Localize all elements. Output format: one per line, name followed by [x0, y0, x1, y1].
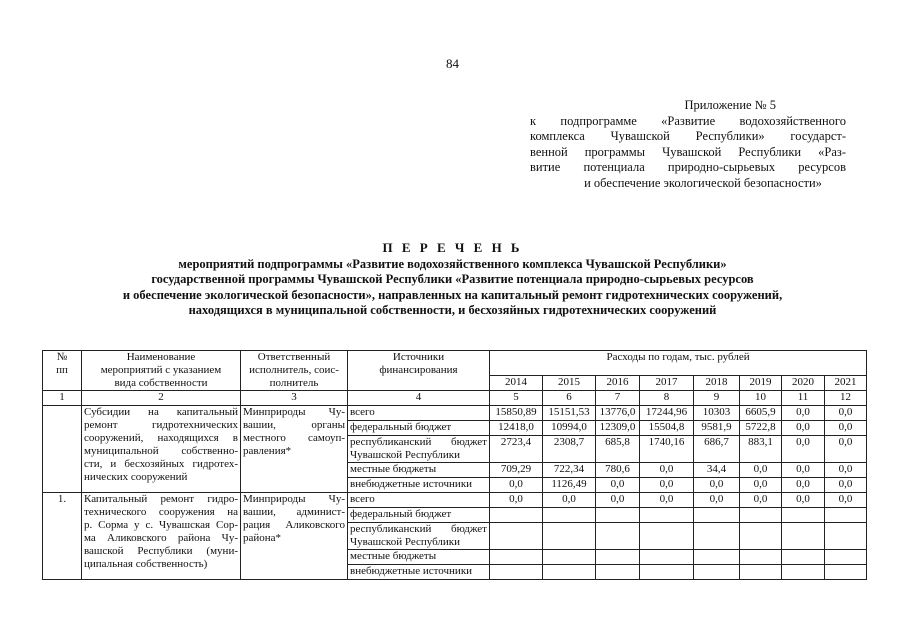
funding-source — [348, 523, 490, 550]
funding-source — [348, 550, 490, 565]
measure-name-line: сти, и бесхозяйных гидротех- — [84, 458, 238, 470]
header-year: 2015 — [543, 376, 596, 391]
funding-source-line: федеральный бюджет — [350, 508, 452, 520]
responsible-line: вашии, админист- — [243, 506, 345, 518]
header-source — [348, 351, 490, 391]
header-year: 2020 — [782, 376, 825, 391]
expense-value — [694, 508, 740, 523]
expense-value — [740, 508, 782, 523]
expense-value: 0,0 — [825, 436, 867, 463]
measure-name — [82, 406, 241, 493]
expense-value: 780,6 — [596, 463, 640, 478]
heading-line: и обеспечение экологической безопасности», направленных на капитальный ремонт гидротехнических сооружений, — [122, 287, 783, 302]
expense-value — [640, 550, 694, 565]
column-number: 1 — [43, 391, 82, 406]
row-number: 1. — [43, 493, 82, 580]
funding-source — [348, 463, 490, 478]
expense-value — [694, 550, 740, 565]
page-number: 84 — [446, 56, 459, 71]
table-row — [43, 493, 867, 508]
expense-value — [825, 565, 867, 580]
column-number: 6 — [543, 391, 596, 406]
header-year: 2019 — [740, 376, 782, 391]
funding-source-line: республиканский бюджет — [350, 436, 487, 448]
header-num — [43, 351, 82, 391]
expense-value — [640, 565, 694, 580]
header-text: вида собственности — [114, 377, 208, 389]
header-text: Ответственный — [257, 351, 331, 363]
expense-value — [596, 508, 640, 523]
funding-source — [348, 508, 490, 523]
header-text: № — [56, 351, 68, 363]
expense-value: 0,0 — [740, 463, 782, 478]
column-number: 11 — [782, 391, 825, 406]
expense-value — [490, 508, 543, 523]
expense-value: 0,0 — [825, 478, 867, 493]
expense-value — [640, 523, 694, 550]
expense-value: 0,0 — [740, 478, 782, 493]
expense-value: 0,0 — [640, 493, 694, 508]
expense-value: 2308,7 — [543, 436, 596, 463]
expense-value: 15850,89 — [490, 406, 543, 421]
expense-value: 883,1 — [740, 436, 782, 463]
measure-name-line: нических сооружений — [84, 471, 188, 483]
expense-value — [694, 565, 740, 580]
expense-value: 5722,8 — [740, 421, 782, 436]
expense-value: 0,0 — [596, 478, 640, 493]
header-responsible — [241, 351, 348, 391]
header-year: 2014 — [490, 376, 543, 391]
measure-name-line: Капитальный ремонт гидро- — [84, 493, 238, 505]
expense-value: 13776,0 — [596, 406, 640, 421]
measure-name-line: технического сооружения на — [84, 506, 238, 518]
column-number: 10 — [740, 391, 782, 406]
funding-source-line: внебюджетные источники — [350, 478, 473, 490]
measure-name-line: муниципальной собственно- — [84, 445, 238, 457]
header-expenses: Расходы по годам, тыс. рублей — [490, 351, 867, 376]
measure-name-line: ма Аликовского района Чу- — [84, 532, 238, 544]
header-text: финансирования — [379, 364, 458, 376]
expense-value: 0,0 — [596, 493, 640, 508]
expense-value: 12309,0 — [596, 421, 640, 436]
expense-value: 10303 — [694, 406, 740, 421]
funding-source — [348, 478, 490, 493]
expense-value: 0,0 — [782, 406, 825, 421]
responsible-executor — [241, 406, 348, 493]
expense-value: 0,0 — [640, 478, 694, 493]
header-year: 2018 — [694, 376, 740, 391]
expense-value — [596, 550, 640, 565]
responsible-line: района* — [243, 532, 282, 544]
expense-value — [782, 508, 825, 523]
expense-value: 9581,9 — [694, 421, 740, 436]
expense-value: 15151,53 — [543, 406, 596, 421]
expense-value — [490, 565, 543, 580]
responsible-executor — [241, 493, 348, 580]
expense-value — [543, 550, 596, 565]
expense-value: 0,0 — [825, 463, 867, 478]
expense-value — [596, 565, 640, 580]
responsible-line: рация Аликовского — [243, 519, 345, 531]
expense-value: 0,0 — [543, 493, 596, 508]
expense-value: 686,7 — [694, 436, 740, 463]
expense-value: 0,0 — [490, 478, 543, 493]
header-text: Источники — [392, 351, 445, 363]
expense-value: 685,8 — [596, 436, 640, 463]
expense-value: 1740,16 — [640, 436, 694, 463]
heading-line: находящихся в муниципальной собственности, и бесхозяйных гидротехнических сооружений — [188, 303, 717, 317]
table-header-row — [43, 351, 867, 376]
appendix-line: витие потенциала природно-сырьевых ресурсов — [530, 160, 846, 175]
expense-value: 15504,8 — [640, 421, 694, 436]
column-number: 5 — [490, 391, 543, 406]
column-number: 4 — [348, 391, 490, 406]
expense-value: 0,0 — [740, 493, 782, 508]
expense-value — [596, 523, 640, 550]
appendix-line: к подпрограмме «Развитие водохозяйственного — [530, 113, 846, 128]
expense-value: 0,0 — [825, 493, 867, 508]
expense-value — [543, 508, 596, 523]
appendix-line: и обеспечение экологической безопасности» — [584, 175, 822, 190]
column-number: 9 — [694, 391, 740, 406]
expense-value: 6605,9 — [740, 406, 782, 421]
appendix-line: комплекса Чувашской Республики» государст- — [530, 129, 846, 144]
expense-value: 0,0 — [782, 493, 825, 508]
funding-source-line: всего — [350, 493, 375, 505]
header-text: пп — [56, 364, 68, 376]
expense-value: 0,0 — [694, 478, 740, 493]
measure-name-line: ремонт гидротехнических — [84, 419, 238, 431]
responsible-line: местного самоуп- — [243, 432, 345, 444]
expense-value — [825, 523, 867, 550]
column-numbers-row — [43, 391, 867, 406]
funding-source — [348, 493, 490, 508]
responsible-line: равления* — [243, 445, 292, 457]
heading-title: П Е Р Е Ч Е Н Ь — [382, 240, 523, 255]
funding-source-line: Чувашской Республики — [350, 449, 461, 461]
expense-value: 0,0 — [782, 463, 825, 478]
measure-name-line: Субсидии на капитальный — [84, 406, 238, 418]
column-number: 3 — [241, 391, 348, 406]
header-name — [82, 351, 241, 391]
funding-source-line: внебюджетные источники — [350, 565, 473, 577]
expense-value — [782, 565, 825, 580]
appendix-line: венной программы Чувашской Республики «Раз- — [530, 144, 846, 159]
measure-name-line: вашской Республики (муни- — [84, 545, 238, 557]
expense-value: 0,0 — [825, 406, 867, 421]
expense-value: 0,0 — [825, 421, 867, 436]
expense-value — [825, 508, 867, 523]
header-text: мероприятий с указанием — [100, 364, 222, 376]
expense-value — [740, 523, 782, 550]
expense-value: 722,34 — [543, 463, 596, 478]
expense-value — [640, 508, 694, 523]
expense-value — [782, 523, 825, 550]
funding-source — [348, 406, 490, 421]
responsible-line: Минприроды Чу- — [243, 406, 345, 418]
measure-name-line: ципальная собственность) — [84, 558, 208, 570]
expense-value: 12418,0 — [490, 421, 543, 436]
table-row — [43, 406, 867, 421]
expense-value — [694, 523, 740, 550]
column-number: 7 — [596, 391, 640, 406]
funding-source-line: местные бюджеты — [350, 550, 437, 562]
funding-source-line: всего — [350, 406, 375, 418]
header-text: исполнитель, соис- — [249, 364, 339, 376]
expense-value: 0,0 — [782, 478, 825, 493]
funding-source — [348, 436, 490, 463]
expense-value: 10994,0 — [543, 421, 596, 436]
expense-value — [740, 565, 782, 580]
header-year: 2017 — [640, 376, 694, 391]
responsible-line: Минприроды Чу- — [243, 493, 345, 505]
funding-source-line: местные бюджеты — [350, 463, 437, 475]
expense-value — [543, 523, 596, 550]
measure-name-line: р. Сорма у с. Чувашская Сор- — [84, 519, 238, 531]
expense-value — [782, 550, 825, 565]
header-text: полнитель — [269, 377, 319, 389]
expense-value — [825, 550, 867, 565]
header-year: 2021 — [825, 376, 867, 391]
expense-value: 0,0 — [782, 436, 825, 463]
funding-source-line: Чувашской Республики — [350, 536, 461, 548]
document-heading — [0, 240, 905, 319]
expense-value: 0,0 — [694, 493, 740, 508]
funding-source — [348, 565, 490, 580]
measure-name — [82, 493, 241, 580]
funding-source — [348, 421, 490, 436]
expense-value — [740, 550, 782, 565]
column-number: 8 — [640, 391, 694, 406]
expense-value: 0,0 — [640, 463, 694, 478]
expense-value — [490, 550, 543, 565]
expense-value: 2723,4 — [490, 436, 543, 463]
measure-name-line: сооружений, находящихся в — [84, 432, 238, 444]
expense-value: 0,0 — [782, 421, 825, 436]
expenses-table — [42, 350, 867, 580]
header-text: Наименование — [126, 351, 196, 363]
expense-value — [543, 565, 596, 580]
responsible-line: вашии, органы — [243, 419, 345, 431]
expense-value: 0,0 — [490, 493, 543, 508]
expense-value: 1126,49 — [543, 478, 596, 493]
heading-line: мероприятий подпрограммы «Развитие водохозяйственного комплекса Чувашской Республики» — [178, 256, 727, 271]
row-number — [43, 406, 82, 493]
funding-source-line: федеральный бюджет — [350, 421, 452, 433]
header-year: 2016 — [596, 376, 640, 391]
heading-line: государственной программы Чувашской Республики «Развитие потенциала природно-сырьевых ресурсов — [151, 272, 754, 286]
expense-value — [490, 523, 543, 550]
expense-value: 34,4 — [694, 463, 740, 478]
expense-value: 709,29 — [490, 463, 543, 478]
column-number: 2 — [82, 391, 241, 406]
expense-value: 17244,96 — [640, 406, 694, 421]
column-number: 12 — [825, 391, 867, 406]
appendix-title: Приложение № 5 — [684, 98, 776, 112]
appendix-block — [530, 98, 846, 192]
funding-source-line: республиканский бюджет — [350, 523, 487, 535]
